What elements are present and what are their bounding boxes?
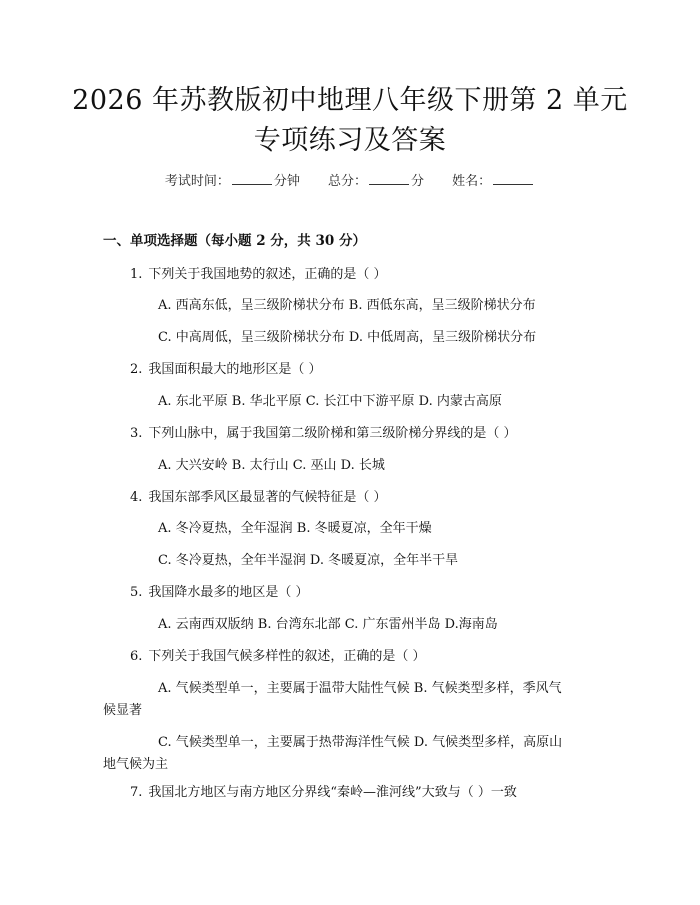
question-1	[130, 263, 387, 282]
question-3-number: 3.	[130, 426, 143, 441]
question-1-number: 1.	[130, 267, 143, 282]
question-2-number: 2.	[130, 362, 143, 377]
question-5-options-line-1: A. 云南西双版纳 B. 台湾东北部 C. 广东雷州半岛 D.海南岛	[158, 617, 498, 632]
question-6-options-line-1-continued: 候显著	[103, 703, 143, 718]
question-3	[130, 422, 517, 441]
student-name-label: 姓名：	[452, 174, 492, 189]
total-score-label: 总分：	[327, 174, 367, 189]
question-5	[130, 581, 309, 600]
exam-time-field	[165, 174, 304, 189]
question-2-options-line-1: A. 东北平原 B. 华北平原 C. 长江中下游平原 D. 内蒙古高原	[158, 394, 502, 409]
question-5-text: 我国降水最多的地区是（ ）	[148, 585, 309, 600]
question-1-text: 下列关于我国地势的叙述，正确的是（ ）	[148, 267, 387, 282]
total-score-blank	[369, 172, 409, 185]
question-6-text: 下列关于我国气候多样性的叙述，正确的是（ ）	[148, 649, 426, 664]
total-score-field	[328, 174, 428, 189]
question-7-text: 我国北方地区与南方地区分界线“秦岭—淮河线”大致与（ ）一致	[148, 785, 517, 800]
total-score-unit: 分	[411, 174, 425, 189]
student-name-blank	[493, 172, 533, 185]
question-6-options-line-2-continued: 地气候为主	[103, 757, 169, 772]
question-3-text: 下列山脉中，属于我国第二级阶梯和第三级阶梯分界线的是（ ）	[148, 426, 517, 441]
question-4	[130, 486, 387, 505]
question-3-options-line-1: A. 大兴安岭 B. 太行山 C. 巫山 D. 长城	[158, 458, 385, 473]
student-name-field	[452, 174, 535, 189]
exam-time-unit: 分钟	[273, 174, 300, 189]
question-6	[130, 645, 426, 664]
question-6-options-line-2: C. 气候类型单一，主要属于热带海洋性气候 D. 气候类型多样，高原山	[158, 735, 563, 750]
section-heading-single-choice: 一、单项选择题（每小题 2 分，共 30 分）	[103, 233, 366, 249]
question-7	[130, 781, 517, 800]
question-1-options-line-1: A. 西高东低，呈三级阶梯状分布 B. 西低东高，呈三级阶梯状分布	[158, 298, 536, 313]
question-6-options-line-1: A. 气候类型单一，主要属于温带大陆性气候 B. 气候类型多样，季风气	[158, 681, 562, 696]
exam-time-blank	[232, 172, 272, 185]
question-5-number: 5.	[130, 585, 143, 600]
question-1-options-line-2: C. 中高周低，呈三级阶梯状分布 D. 中低周高，呈三级阶梯状分布	[158, 330, 537, 345]
exam-time-label: 考试时间：	[164, 174, 230, 189]
exam-info	[0, 170, 700, 189]
question-2-text: 我国面积最大的地形区是（ ）	[148, 362, 322, 377]
question-4-number: 4.	[130, 490, 143, 505]
question-4-options-line-2: C. 冬冷夏热，全年半湿润 D. 冬暖夏凉，全年半干旱	[158, 553, 459, 568]
document-title-line1: 2026 年苏教版初中地理八年级下册第 2 单元	[72, 85, 628, 116]
question-4-text: 我国东部季风区最显著的气候特征是（ ）	[148, 490, 387, 505]
question-6-number: 6.	[130, 649, 143, 664]
question-2	[130, 358, 322, 377]
document-title-line2: 专项练习及答案	[253, 125, 447, 156]
question-7-number: 7.	[130, 785, 143, 800]
question-4-options-line-1: A. 冬冷夏热，全年湿润 B. 冬暖夏凉，全年干燥	[158, 521, 432, 536]
